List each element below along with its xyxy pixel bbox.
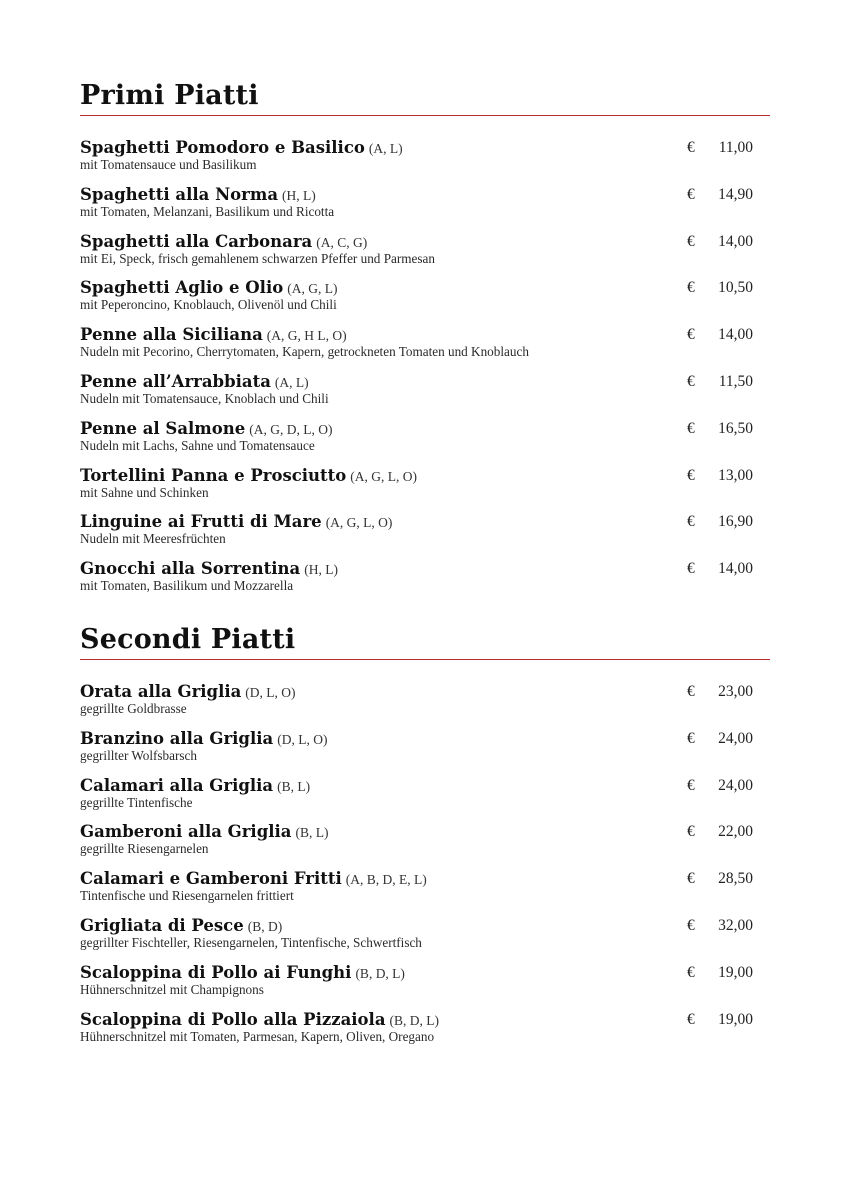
currency-symbol: €	[687, 326, 695, 344]
menu-item	[80, 371, 770, 418]
price-amount: 32,00	[718, 916, 753, 934]
allergen-codes: (A, G, L, O)	[350, 468, 418, 484]
currency-symbol: €	[687, 513, 695, 531]
dish-description: gegrillter Wolfsbarsch	[80, 747, 197, 763]
dish-name: Penne al Salmone	[80, 418, 246, 438]
price-amount: 11,50	[718, 372, 753, 390]
price-amount: 14,90	[718, 185, 753, 203]
currency-symbol: €	[687, 916, 695, 934]
dish-description: Nudeln mit Lachs, Sahne und Tomatensauce	[80, 437, 315, 453]
price-amount: 16,50	[718, 419, 753, 437]
currency-symbol: €	[687, 1010, 695, 1028]
allergen-codes: (H, L)	[304, 562, 338, 578]
dish-description: gegrillter Fischteller, Riesengarnelen, Tintenfische, Schwertfisch	[80, 934, 422, 950]
currency-symbol: €	[687, 776, 695, 794]
price-amount: 23,00	[718, 683, 753, 700]
menu-item	[80, 915, 770, 962]
dish-name: Scaloppina di Pollo alla Pizzaiola	[80, 1009, 386, 1029]
dish-name: Calamari alla Griglia	[80, 775, 274, 795]
menu-item	[80, 418, 770, 465]
dish-name: Grigliata di Pesce	[80, 915, 244, 935]
dish-description: gegrillte Goldbrasse	[80, 701, 187, 716]
dish-description: Nudeln mit Pecorino, Cherrytomaten, Kapern, getrockneten Tomaten und Knoblauch	[80, 344, 529, 360]
menu-item	[80, 184, 770, 231]
allergen-codes: (B, D, L)	[355, 965, 405, 981]
price-amount: 24,00	[718, 776, 753, 794]
allergen-codes: (B, L)	[295, 825, 329, 841]
dish-name: Scaloppina di Pollo ai Funghi	[80, 962, 352, 982]
allergen-codes: (B, L)	[277, 778, 311, 794]
price-amount: 10,50	[718, 279, 753, 297]
price-amount: 19,00	[718, 963, 753, 981]
allergen-codes: (B, D, L)	[389, 1012, 440, 1028]
allergen-codes: (H, L)	[282, 187, 316, 203]
section-divider	[80, 115, 770, 116]
secondi-list	[80, 681, 770, 1055]
dish-name: Calamari e Gamberoni Fritti	[80, 869, 342, 889]
dish-name: Penne all’Arrabbiata	[80, 371, 271, 391]
dish-description: mit Sahne und Schinken	[80, 484, 209, 500]
allergen-codes: (A, G, H L, O)	[266, 328, 347, 344]
menu-item	[80, 465, 770, 512]
allergen-codes: (A, L)	[368, 141, 403, 156]
dish-description: mit Tomatensauce und Basilikum	[80, 157, 257, 172]
price-amount: 16,90	[718, 513, 753, 531]
dish-description: mit Tomaten, Melanzani, Basilikum und Ricotta	[80, 203, 335, 219]
dish-name: Branzino alla Griglia	[80, 728, 274, 748]
menu-item	[80, 324, 770, 371]
dish-description: Hühnerschnitzel mit Tomaten, Parmesan, Kapern, Oliven, Oregano	[80, 1028, 435, 1044]
currency-symbol: €	[687, 823, 695, 841]
dish-name: Spaghetti alla Carbonara	[80, 231, 313, 251]
currency-symbol: €	[687, 279, 695, 297]
allergen-codes: (A, L)	[274, 374, 309, 390]
currency-symbol: €	[687, 683, 695, 700]
allergen-codes: (A, B, D, E, L)	[345, 872, 427, 888]
dish-description: gegrillte Tintenfische	[80, 794, 193, 810]
primi-list	[80, 137, 770, 605]
currency-symbol: €	[687, 870, 695, 888]
currency-symbol: €	[687, 372, 695, 390]
allergen-codes: (A, C, G)	[316, 234, 368, 250]
currency-symbol: €	[687, 139, 695, 156]
section-title-secondi: Secondi Piatti	[80, 624, 296, 655]
price-amount: 13,00	[718, 466, 753, 484]
allergen-codes: (A, G, L)	[287, 281, 338, 297]
price-amount: 14,00	[718, 326, 753, 344]
menu-item	[80, 1009, 770, 1056]
dish-name: Spaghetti Pomodoro e Basilico	[80, 138, 365, 157]
dish-description: mit Tomaten, Basilikum und Mozzarella	[80, 578, 294, 594]
dish-name: Gamberoni alla Griglia	[80, 822, 292, 842]
menu-item	[80, 277, 770, 324]
menu-item	[80, 728, 770, 775]
price-amount: 11,00	[718, 139, 753, 156]
currency-symbol: €	[687, 419, 695, 437]
price-amount: 19,00	[718, 1010, 753, 1028]
allergen-codes: (D, L, O)	[245, 685, 296, 700]
section-divider	[80, 659, 770, 660]
menu-item	[80, 558, 770, 605]
dish-name: Orata alla Griglia	[80, 682, 242, 701]
menu-item	[80, 511, 770, 558]
allergen-codes: (A, G, D, L, O)	[249, 421, 333, 437]
price-amount: 14,00	[718, 560, 753, 578]
currency-symbol: €	[687, 185, 695, 203]
currency-symbol: €	[687, 729, 695, 747]
dish-name: Spaghetti alla Norma	[80, 184, 279, 204]
dish-name: Tortellini Panna e Prosciutto	[80, 465, 347, 485]
allergen-codes: (D, L, O)	[277, 731, 328, 747]
dish-description: mit Ei, Speck, frisch gemahlenem schwarzen Pfeffer und Parmesan	[80, 250, 435, 266]
currency-symbol: €	[687, 232, 695, 250]
menu-item	[80, 868, 770, 915]
price-amount: 14,00	[718, 232, 753, 250]
allergen-codes: (A, G, L, O)	[325, 515, 393, 531]
dish-name: Gnocchi alla Sorrentina	[80, 559, 301, 579]
dish-description: Tintenfische und Riesengarnelen frittiert	[80, 888, 294, 904]
currency-symbol: €	[687, 466, 695, 484]
dish-name: Linguine ai Frutti di Mare	[80, 512, 322, 532]
dish-description: mit Peperoncino, Knoblauch, Olivenöl und Chili	[80, 297, 337, 313]
dish-description: Hühnerschnitzel mit Champignons	[80, 981, 264, 997]
price-amount: 28,50	[718, 870, 753, 888]
currency-symbol: €	[687, 560, 695, 578]
dish-description: Nudeln mit Meeresfrüchten	[80, 531, 226, 547]
dish-name: Penne alla Siciliana	[80, 325, 263, 345]
menu-item	[80, 681, 770, 728]
dish-description: Nudeln mit Tomatensauce, Knoblach und Chili	[80, 390, 329, 406]
menu-item	[80, 137, 770, 184]
menu-item	[80, 821, 770, 868]
menu-item	[80, 231, 770, 278]
menu-item	[80, 962, 770, 1009]
currency-symbol: €	[687, 963, 695, 981]
dish-description: gegrillte Riesengarnelen	[80, 841, 209, 857]
section-title-primi: Primi Piatti	[80, 80, 259, 111]
price-amount: 24,00	[718, 729, 753, 747]
dish-name: Spaghetti Aglio e Olio	[80, 278, 284, 298]
price-amount: 22,00	[718, 823, 753, 841]
allergen-codes: (B, D)	[247, 918, 283, 934]
menu-item	[80, 775, 770, 822]
